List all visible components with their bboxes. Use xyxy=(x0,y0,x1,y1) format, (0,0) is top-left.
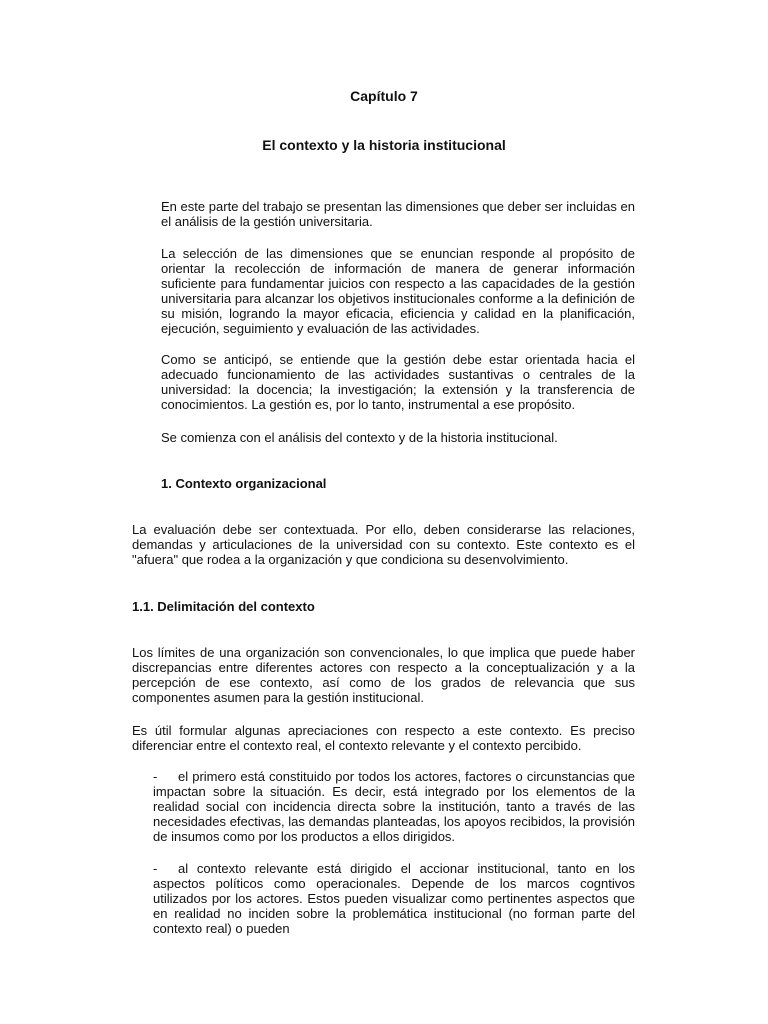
section-1-heading: 1. Contexto organizacional xyxy=(161,476,327,491)
bullet-dash: - xyxy=(153,769,158,784)
section-1-1-heading: 1.1. Delimitación del contexto xyxy=(132,599,315,614)
section-1-1-paragraph-2: Es útil formular algunas apreciaciones con respecto a este contexto. Es preciso diferenciar entre el contexto real, el contexto relevante y el contexto percibido. xyxy=(132,723,635,753)
bullet-text: al contexto relevante está dirigido el accionar institucional, tanto en los aspectos políticos como operacionales. Depende de los marcos cogntivos utilizados por los actores. Estos pueden visualizar como pertinentes aspectos que en realidad no inciden sobre la problemática institucional (no forman parte del contexto real) o pueden xyxy=(153,861,635,936)
intro-paragraph-4: Se comienza con el análisis del contexto y de la historia institucional. xyxy=(161,430,558,445)
bullet-text: el primero está constituido por todos los actores, factores o circunstancias que impactan sobre la situación. Es decir, está integrado por los elementos de la realidad social con incidencia directa sobre la institución, tanto a través de las necesidades efectivas, las demandas planteadas, los apoyos recibidos, la provisión de insumos como por los productos a ellos dirigidos. xyxy=(153,769,635,844)
section-1-paragraph: La evaluación debe ser contextuada. Por ello, deben considerarse las relaciones, demandas y articulaciones de la universidad con su contexto. Este contexto es el "afuera" que rodea a la organización y que condiciona su desenvolvimiento. xyxy=(132,522,635,567)
bullet-dash: - xyxy=(153,861,158,876)
intro-paragraph-1: En este parte del trabajo se presentan las dimensiones que deber ser incluidas en el análisis de la gestión universitaria. xyxy=(161,199,635,229)
bullet-item-2 xyxy=(153,861,635,936)
bullet-item-1 xyxy=(153,769,635,844)
intro-paragraph-2: La selección de las dimensiones que se enuncian responde al propósito de orientar la recolección de información de manera de generar información suficiente para fundamentar juicios con respecto a las capacidades de la gestión universitaria para alcanzar los objetivos institucionales conforme a la definición de su misión, logrando la mayor eficacia, eficiencia y calidad en la planificación, ejecución, seguimiento y evaluación de las actividades. xyxy=(161,246,635,336)
intro-paragraph-3: Como se anticipó, se entiende que la gestión debe estar orientada hacia el adecuado funcionamiento de las actividades sustantivas o centrales de la universidad: la docencia; la investigación; la extensión y la transferencia de conocimientos. La gestión es, por lo tanto, instrumental a ese propósito. xyxy=(161,352,635,412)
chapter-title: El contexto y la historia institucional xyxy=(262,137,506,153)
section-1-1-paragraph-1: Los límites de una organización son convencionales, lo que implica que puede haber discrepancias entre diferentes actores con respecto a la conceptualización y a la percepción de ese contexto, así como de los grados de relevancia que sus componentes asumen para la gestión institucional. xyxy=(132,645,635,705)
chapter-heading: Capítulo 7 xyxy=(350,88,418,104)
